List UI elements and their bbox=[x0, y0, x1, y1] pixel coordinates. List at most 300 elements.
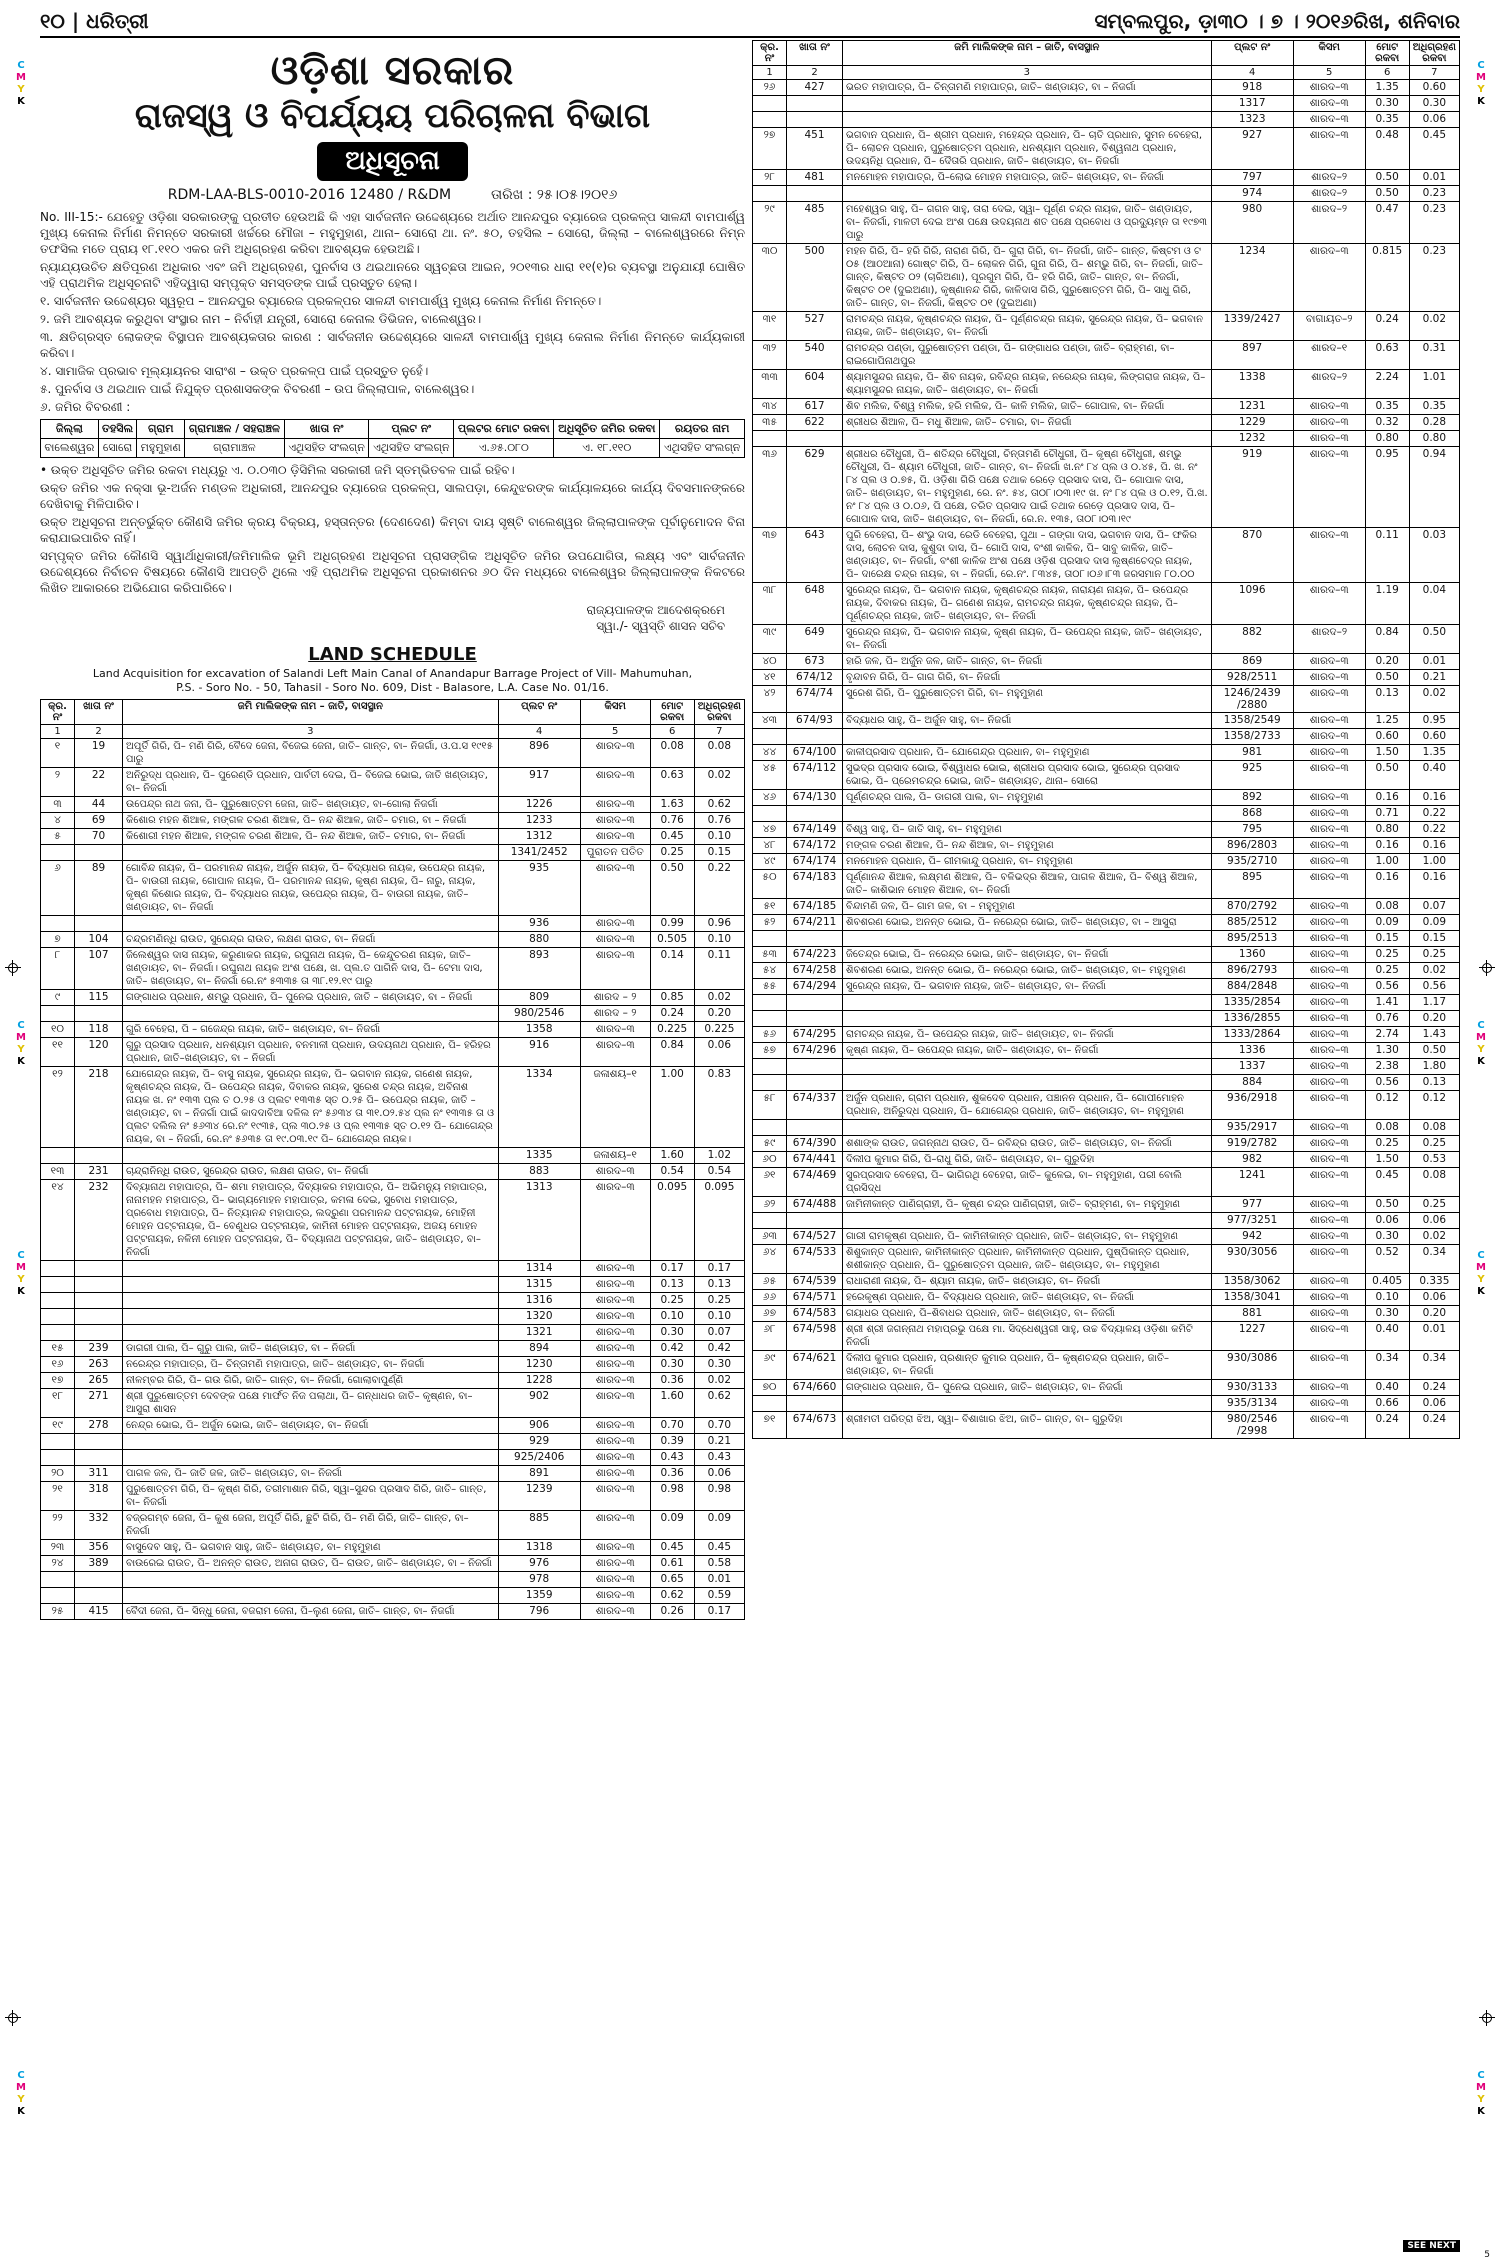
serial-cell: ୨୮ bbox=[753, 170, 787, 186]
khata-cell: 89 bbox=[75, 861, 123, 916]
plot-cell: 1358/3062 bbox=[1211, 1274, 1293, 1290]
total-area-cell: 0.34 bbox=[1365, 1351, 1409, 1380]
serial-cell: ୬୧ bbox=[753, 1168, 787, 1197]
registration-letter: M bbox=[1476, 72, 1486, 83]
kisam-cell: ଶାରଦ–୩ bbox=[1293, 979, 1365, 995]
owner-name-cell: ଶ୍ରୀ ଶ୍ରୀ ଜଗନ୍ନାଥ ମହାପ୍ରଭୁ ପକ୍ଷେ ମା. ସିଦ୍ଧେଶ୍ୱରୀ ସାହୁ, ଉଚ୍ଚ ବିଦ୍ୟାଳୟ ଓଡ଼ିଶା କମିଟି ନିଜର୍ଗା bbox=[843, 1322, 1212, 1351]
khata-cell: 104 bbox=[75, 932, 123, 948]
khata-cell bbox=[787, 1011, 843, 1027]
serial-cell: ୧୬ bbox=[41, 1357, 75, 1373]
total-area-cell: 0.13 bbox=[1365, 686, 1409, 713]
kisam-cell: ଶାରଦ–୩ bbox=[1293, 870, 1365, 899]
schedule-colnum-cell: 1 bbox=[41, 725, 75, 739]
plot-cell: 1234 bbox=[1211, 244, 1293, 312]
khata-cell: 415 bbox=[75, 1604, 123, 1620]
plot-cell: 897 bbox=[1211, 341, 1293, 370]
schedule-colnum-cell: 5 bbox=[580, 725, 650, 739]
plot-cell: 980 bbox=[1211, 202, 1293, 244]
owner-name-cell: ବୈଦୀ ଜେନା, ପି– ସିନ୍ଧୁ ଜେନା, ବଜରାମ ଜେନା, ପି–ଲୁଣ ଜେନା, ଜାତି– ଗାନ୍ତ, ବା– ନିଜର୍ଗା bbox=[123, 1604, 499, 1620]
table-row bbox=[753, 1011, 1460, 1027]
owner-name-cell: ସୁରେଶ ଗିରି, ପି– ପୁରୁଷୋତ୍ତମ ଗିରି, ବା– ମହୁମୁହାଣ bbox=[843, 686, 1212, 713]
owner-name-cell: ଗୟାଧର ପ୍ରଧାନ, ପି–ଶିବାଧର ପ୍ରଧାନ, ଜାତି– ଖଣ୍ଡାୟତ, ବା– ନିଜର୍ଗା bbox=[843, 1306, 1212, 1322]
khata-cell: 648 bbox=[787, 583, 843, 625]
table-row bbox=[41, 948, 745, 990]
khata-cell: 674/571 bbox=[787, 1290, 843, 1306]
plot-cell: 977 bbox=[1211, 1197, 1293, 1213]
khata-cell: 674/12 bbox=[787, 670, 843, 686]
khata-cell bbox=[75, 1261, 123, 1277]
khata-cell: 674/223 bbox=[787, 947, 843, 963]
serial-cell: ୮ bbox=[41, 948, 75, 990]
serial-cell: ୧୯ bbox=[41, 1418, 75, 1434]
total-area-cell: 0.80 bbox=[1365, 431, 1409, 447]
serial-cell bbox=[41, 1572, 75, 1588]
table-row bbox=[753, 1091, 1460, 1120]
notice-paragraph: ୧. ସାର୍ବଜନୀନ ଉଦ୍ଦେଶ୍ୟର ସ୍ୱରୂପ – ଆନନ୍ଦପୁର ବ୍ୟାରେଜ ପ୍ରକଳ୍ପର ସାଳନ୍ଦୀ ବାମପାର୍ଶ୍ୱ ମୁଖ୍ୟ କେନାଲ ନିର୍ମାଣ ନିମନ୍ତେ। bbox=[40, 294, 602, 308]
serial-cell: ୯ bbox=[41, 990, 75, 1006]
khata-cell: 674/100 bbox=[787, 745, 843, 761]
table-row bbox=[41, 1293, 745, 1309]
total-area-cell: 0.56 bbox=[1365, 979, 1409, 995]
registration-letter: Y bbox=[17, 84, 25, 95]
plot-cell: 1231 bbox=[1211, 399, 1293, 415]
serial-cell: ୩୫ bbox=[753, 415, 787, 431]
serial-cell bbox=[41, 1277, 75, 1293]
serial-cell: ୪୭ bbox=[753, 822, 787, 838]
table-row bbox=[753, 1213, 1460, 1229]
plot-cell: 935 bbox=[498, 861, 580, 916]
table-row bbox=[753, 822, 1460, 838]
plot-cell: 1336/2855 bbox=[1211, 1011, 1293, 1027]
total-area-cell: 0.50 bbox=[1365, 1197, 1409, 1213]
acquired-area-cell: 0.56 bbox=[1409, 979, 1459, 995]
owner-name-cell: ଶ୍ରୀଧର ଶିଆଳ, ପି– ମଧୁ ଶିଆଳ, ଜାତି– ଚମାର, ବା– ନିଜର୍ଗା bbox=[843, 415, 1212, 431]
total-area-cell: 0.815 bbox=[1365, 244, 1409, 312]
kisam-cell: ଶାରଦ–୩ bbox=[580, 916, 650, 932]
plot-cell: 1337 bbox=[1211, 1059, 1293, 1075]
khata-cell: 674/112 bbox=[787, 761, 843, 790]
table-row bbox=[41, 1511, 745, 1540]
schedule-colnum-cell: 3 bbox=[123, 725, 499, 739]
acquired-area-cell: 0.10 bbox=[694, 1309, 744, 1325]
table-row bbox=[753, 1043, 1460, 1059]
registration-letter: C bbox=[17, 60, 25, 71]
total-area-cell: 1.50 bbox=[1365, 745, 1409, 761]
khata-cell: 617 bbox=[787, 399, 843, 415]
serial-cell: ୪୦ bbox=[753, 654, 787, 670]
kisam-cell: ଶାରଦ–୩ bbox=[1293, 1136, 1365, 1152]
owner-name-cell: ପୂର୍ଣ୍ଣଚନ୍ଦ୍ର ପାଲ, ପି– ଡାଗରୀ ପାଲ, ବା– ମହୁମୁହାଣ bbox=[843, 790, 1212, 806]
owner-name-cell: ଦିଲୀପ କୁମାର ଗିରି, ପି–ରାଧୁ ଗିରି, ଜାତି– ଖଣ୍ଡାୟତ, ବା– ଗୁରୁଦିହା bbox=[843, 1152, 1212, 1168]
acquired-area-cell: 0.96 bbox=[694, 916, 744, 932]
owner-name-cell: ସୁରେନ୍ଦ୍ର ନାୟକ, ପି– ଭଗବାନ ନାୟକ, ଜାତି– ଖଣ୍ଡାୟତ, ବା– ନିଜର୍ଗା bbox=[843, 979, 1212, 995]
acquired-area-cell: 0.43 bbox=[694, 1450, 744, 1466]
total-area-cell: 0.98 bbox=[650, 1482, 694, 1511]
serial-cell bbox=[41, 1293, 75, 1309]
plot-cell: 1338 bbox=[1211, 370, 1293, 399]
serial-cell: ୩୨ bbox=[753, 341, 787, 370]
owner-name-cell bbox=[843, 186, 1212, 202]
total-area-cell: 0.47 bbox=[1365, 202, 1409, 244]
acquired-area-cell: 1.80 bbox=[1409, 1059, 1459, 1075]
owner-name-cell bbox=[123, 1309, 499, 1325]
khata-cell: 481 bbox=[787, 170, 843, 186]
khata-cell: 674/258 bbox=[787, 963, 843, 979]
total-area-cell: 1.60 bbox=[650, 1389, 694, 1418]
registration-letter: K bbox=[1477, 1056, 1485, 1067]
khata-cell: 674/527 bbox=[787, 1229, 843, 1245]
kisam-cell: ଶାରଦ–୩ bbox=[1293, 96, 1365, 112]
plot-cell: 1341/2452 bbox=[498, 845, 580, 861]
plot-cell: 1096 bbox=[1211, 583, 1293, 625]
serial-cell bbox=[753, 431, 787, 447]
table-row bbox=[753, 1322, 1460, 1351]
serial-cell: ୧୧ bbox=[41, 1038, 75, 1067]
table-row bbox=[753, 1351, 1460, 1380]
registration-letter: M bbox=[1476, 2082, 1486, 2093]
table-row bbox=[41, 1261, 745, 1277]
land-schedule-title: LAND SCHEDULE bbox=[308, 644, 477, 665]
registration-letter: C bbox=[1477, 2070, 1485, 2081]
khata-cell: 332 bbox=[75, 1511, 123, 1540]
acquired-area-cell: 0.80 bbox=[1409, 431, 1459, 447]
acquired-area-cell: 0.98 bbox=[694, 1482, 744, 1511]
total-area-cell: 0.76 bbox=[1365, 1011, 1409, 1027]
serial-cell bbox=[41, 1261, 75, 1277]
khata-cell: 674/673 bbox=[787, 1412, 843, 1439]
kisam-cell: ଶାରଦ – ୨ bbox=[580, 1006, 650, 1022]
plot-cell: 894 bbox=[498, 1341, 580, 1357]
registration-letter: C bbox=[1477, 1250, 1485, 1261]
table-row bbox=[753, 1412, 1460, 1439]
khata-cell: 451 bbox=[787, 128, 843, 170]
plot-cell: 1312 bbox=[498, 829, 580, 845]
total-area-cell: 1.00 bbox=[1365, 854, 1409, 870]
owner-name-cell: ଭରତ ମହାପାତ୍ର, ପି– ଚିନ୍ତାମଣି ମହାପାତ୍ର, ଜାତି– ଖଣ୍ଡାୟତ, ବା – ନିଜର୍ଗା bbox=[843, 80, 1212, 96]
serial-cell: ୫୫ bbox=[753, 979, 787, 995]
acquired-area-cell: 0.42 bbox=[694, 1341, 744, 1357]
owner-name-cell bbox=[843, 1075, 1212, 1091]
table-row bbox=[753, 528, 1460, 583]
land-details-header: ଗ୍ରାମ bbox=[137, 420, 185, 439]
serial-cell bbox=[41, 1588, 75, 1604]
table-row bbox=[753, 80, 1460, 96]
table-row bbox=[41, 797, 745, 813]
signature-order-line: ରାଜ୍ୟପାଳଙ୍କ ଆଦେଶକ୍ରମେ bbox=[586, 603, 725, 617]
acquired-area-cell: 0.01 bbox=[1409, 654, 1459, 670]
owner-name-cell: ସୁଭଦ୍ର ପ୍ରସାଦ ଭୋଇ, ବିଶ୍ୱାଧର ଭୋଇ, ଶ୍ରୀଧର ପ୍ରସାଦ ଭୋଇ, ସୁରେନ୍ଦ୍ର ପ୍ରସାଦ ଭୋଇ, ପି– ପ୍ରେମଚନ୍ଦ୍ର ଭୋଇ, ଜାତି– ଖଣ୍ଡାୟତ, ଥାନା– ସୋରୋ bbox=[843, 761, 1212, 790]
khata-cell bbox=[75, 1325, 123, 1341]
table-row bbox=[753, 931, 1460, 947]
table-row bbox=[41, 1588, 745, 1604]
acquired-area-cell: 0.16 bbox=[1409, 838, 1459, 854]
table-row bbox=[41, 1482, 745, 1511]
owner-name-cell bbox=[123, 1006, 499, 1022]
acquired-area-cell: 0.08 bbox=[1409, 1120, 1459, 1136]
acquired-area-cell: 0.15 bbox=[1409, 931, 1459, 947]
total-area-cell: 0.12 bbox=[1365, 1091, 1409, 1120]
serial-cell: ୨୯ bbox=[753, 202, 787, 244]
serial-cell: ୧୪ bbox=[41, 1180, 75, 1261]
owner-name-cell: ପାଗଳ ଜଳ, ପି– ଜାତି ଜଳ, ଜାତି– ଖଣ୍ଡାୟତ, ବା– ନିଜର୍ଗା bbox=[123, 1466, 499, 1482]
khata-cell: 629 bbox=[787, 447, 843, 528]
registration-letter: Y bbox=[17, 1044, 25, 1055]
total-area-cell: 0.61 bbox=[650, 1556, 694, 1572]
khata-cell: 674/174 bbox=[787, 854, 843, 870]
acquired-area-cell: 0.35 bbox=[1409, 399, 1459, 415]
plot-cell: 976 bbox=[498, 1556, 580, 1572]
table-row bbox=[753, 899, 1460, 915]
total-area-cell: 0.225 bbox=[650, 1022, 694, 1038]
khata-cell: 278 bbox=[75, 1418, 123, 1434]
owner-name-cell bbox=[843, 1396, 1212, 1412]
notice-paragraph: • ଉକ୍ତ ଅଧିସୂଚିତ ଜମିର ରକବା ମଧ୍ୟରୁ ଏ. ୦.୦୩୦ ଡ଼ିସିମିଲ ସରକାରୀ ଜମି ସ୍ତମ୍ଭିତବଳ ପାଇଁ ରହିବ। bbox=[40, 463, 515, 477]
acquired-area-cell: 0.50 bbox=[1409, 625, 1459, 654]
owner-name-cell: ଶ୍ରୀମତୀ ପରିତ୍ରା ଝିଅ, ସ୍ୱା– ବିଶାଖାର ଝିଅ, ଜାତି– ଗାନ୍ତ, ବା– ଗୁରୁଦିହା bbox=[843, 1412, 1212, 1439]
owner-name-cell bbox=[123, 1293, 499, 1309]
owner-name-cell bbox=[123, 1572, 499, 1588]
total-area-cell: 0.60 bbox=[1365, 729, 1409, 745]
table-row bbox=[753, 1120, 1460, 1136]
plot-cell: 1316 bbox=[498, 1293, 580, 1309]
kisam-cell: ବାଗାୟତ–୨ bbox=[1293, 312, 1365, 341]
registration-letter: M bbox=[16, 2082, 26, 2093]
acquired-area-cell: 0.94 bbox=[1409, 447, 1459, 528]
owner-name-cell: ବିନ୍ଦାମଣି ଜଳ, ପି– ଗାମ ଜଳ, ବା – ମହୁମୁହାଣ bbox=[843, 899, 1212, 915]
khata-cell bbox=[787, 1059, 843, 1075]
plot-cell: 896 bbox=[498, 739, 580, 768]
acquired-area-cell: 0.45 bbox=[1409, 128, 1459, 170]
plot-cell: 1229 bbox=[1211, 415, 1293, 431]
khata-cell: 485 bbox=[787, 202, 843, 244]
serial-cell: ୨୧ bbox=[41, 1482, 75, 1511]
owner-name-cell: ଶିବଶରଣ ଭୋଇ, ଅନନ୍ତ ଭୋଇ, ପି– ନରେନ୍ଦ୍ର ଭୋଇ, ଜାତି– ଖଣ୍ଡାୟତ, ବା– ମହୁମୁହାଣ bbox=[843, 963, 1212, 979]
kisam-cell: ଶାରଦ–୩ bbox=[1293, 431, 1365, 447]
owner-name-cell: ସୁରପ୍ରସାଦ ବେହେରା, ପି– ଭାଗିରଥି ବେହେରା, ଜାତି– କୁଳେଇ, ବା– ମହୁମୁହାଣ, ପରୀ ବୋଲି ପ୍ରସିଦ୍ଧ bbox=[843, 1168, 1212, 1197]
acquired-area-cell: 0.83 bbox=[694, 1067, 744, 1148]
owner-name-cell: ଗଙ୍ଗାଧର ପ୍ରଧାନ, ଶମ୍ଭୁ ପ୍ରଧାନ, ପି– ପୁନେଇ ପ୍ରଧାନ, ଜାତି – ଖଣ୍ଡାୟତ, ବା – ନିଜର୍ଗା bbox=[123, 990, 499, 1006]
plot-cell: 895/2513 bbox=[1211, 931, 1293, 947]
acquired-area-cell: 0.02 bbox=[1409, 1229, 1459, 1245]
total-area-cell: 0.40 bbox=[1365, 1380, 1409, 1396]
plot-cell: 936/2918 bbox=[1211, 1091, 1293, 1120]
registration-letter: Y bbox=[1477, 1274, 1485, 1285]
table-row bbox=[41, 1466, 745, 1482]
plot-cell: 906 bbox=[498, 1418, 580, 1434]
schedule-header-row bbox=[753, 41, 1460, 66]
reference-line bbox=[40, 187, 745, 203]
registration-mark bbox=[10, 2070, 32, 2118]
serial-cell: ୫୭ bbox=[753, 1043, 787, 1059]
table-row bbox=[753, 979, 1460, 995]
khata-cell: 527 bbox=[787, 312, 843, 341]
kisam-cell: ଶାରଦ–୩ bbox=[1293, 838, 1365, 854]
crosshair-circle bbox=[1482, 963, 1492, 973]
schedule-colnum-cell: 4 bbox=[1211, 66, 1293, 80]
total-area-cell: 0.36 bbox=[650, 1373, 694, 1389]
table-row bbox=[41, 1006, 745, 1022]
plot-cell: 1233 bbox=[498, 813, 580, 829]
total-area-cell: 0.45 bbox=[650, 1540, 694, 1556]
khata-cell bbox=[787, 1396, 843, 1412]
acquired-area-cell: 0.04 bbox=[1409, 583, 1459, 625]
registration-letter: C bbox=[17, 2070, 25, 2081]
acquired-area-cell: 0.09 bbox=[1409, 915, 1459, 931]
total-area-cell: 0.48 bbox=[1365, 128, 1409, 170]
owner-name-cell: ଗୁରି ବେହେରା, ପି – ଗଜେନ୍ଦ୍ର ନାୟକ, ଜାତି– ଖଣ୍ଡାୟତ, ବା– ନିଜର୍ଗା bbox=[123, 1022, 499, 1038]
serial-cell: ୫୨ bbox=[753, 915, 787, 931]
land-schedule-subtitle-line2: P.S. - Soro No. - 50, Tahasil - Soro No. 609, Dist - Balasore, L.A. Case No. 01/16. bbox=[176, 681, 609, 694]
kisam-cell: ଶାରଦ–୩ bbox=[1293, 1213, 1365, 1229]
total-area-cell: 1.19 bbox=[1365, 583, 1409, 625]
serial-cell bbox=[753, 112, 787, 128]
khata-cell: 622 bbox=[787, 415, 843, 431]
plot-cell: 935/2917 bbox=[1211, 1120, 1293, 1136]
owner-name-cell bbox=[843, 112, 1212, 128]
owner-name-cell bbox=[843, 431, 1212, 447]
serial-cell: ୨୩ bbox=[41, 1540, 75, 1556]
plot-cell: 935/2710 bbox=[1211, 854, 1293, 870]
kisam-cell: ଶାରଦ–୩ bbox=[1293, 1380, 1365, 1396]
total-area-cell: 0.30 bbox=[650, 1325, 694, 1341]
see-next-label: SEE NEXT bbox=[1403, 2240, 1460, 2252]
land-details-cell: ଏଥିସହିତ ସଂଲଗ୍ନ bbox=[660, 439, 745, 458]
total-area-cell: 0.35 bbox=[1365, 399, 1409, 415]
land-details-cell: ଏ.୬୫.୦୮୦ bbox=[454, 439, 554, 458]
total-area-cell: 0.14 bbox=[650, 948, 694, 990]
kisam-cell: ଶାରଦ–୩ bbox=[1293, 1274, 1365, 1290]
registration-letter: Y bbox=[1477, 2094, 1485, 2105]
owner-name-cell bbox=[123, 1325, 499, 1341]
header-right: ସମ୍ବଲପୁର, ଡ଼ା୩୦ । ୭ । ୨୦୧୬ରିଖ, ଶନିବାର bbox=[1094, 9, 1460, 33]
acquired-area-cell: 0.20 bbox=[1409, 1306, 1459, 1322]
plot-cell: 929 bbox=[498, 1434, 580, 1450]
total-area-cell: 0.095 bbox=[650, 1180, 694, 1261]
owner-name-cell: ରାଧାରାଣୀ ନାୟକ, ପି– ଶ୍ୟାମ ନାୟକ, ଜାତି– ଖଣ୍ଡାୟତ, ବା– ନିଜର୍ଗା bbox=[843, 1274, 1212, 1290]
khata-cell: 271 bbox=[75, 1389, 123, 1418]
plot-cell: 1321 bbox=[498, 1325, 580, 1341]
table-row bbox=[41, 1373, 745, 1389]
kisam-cell: ଜଳାଶୟ–୧ bbox=[580, 1067, 650, 1148]
plot-cell: 1358/2733 bbox=[1211, 729, 1293, 745]
kisam-cell: ଶାରଦ–୩ bbox=[580, 1450, 650, 1466]
total-area-cell: 0.08 bbox=[650, 739, 694, 768]
kisam-cell: ଶାରଦ–୩ bbox=[1293, 80, 1365, 96]
crosshair-mark bbox=[5, 2010, 21, 2026]
acquired-area-cell: 0.20 bbox=[1409, 1011, 1459, 1027]
owner-name-cell: ଜାମିନୀକାନ୍ତ ପାଣିଗ୍ରାହୀ, ପି– କୃଷ୍ଣ ଚନ୍ଦ୍ର ପାଣିଗ୍ରାହୀ, ଜାତି– ବ୍ରାହ୍ମଣ, ବା– ମହୁମୁହାଣ bbox=[843, 1197, 1212, 1213]
total-area-cell: 0.45 bbox=[1365, 1168, 1409, 1197]
registration-letter: C bbox=[1477, 60, 1485, 71]
owner-name-cell: ଉପେନ୍ଦ୍ର ନାଥ ଜନା, ପି– ପୁରୁଷୋତ୍ତମ ଜେନା, ଜାତି– ଖଣ୍ଡାୟତ, ବା–ଗୋଲା ନିଜର୍ଗା bbox=[123, 797, 499, 813]
kisam-cell: ଶାରଦ–୩ bbox=[1293, 915, 1365, 931]
total-area-cell: 0.56 bbox=[1365, 1075, 1409, 1091]
owner-name-cell bbox=[123, 1261, 499, 1277]
plot-cell: 1336 bbox=[1211, 1043, 1293, 1059]
plot-cell: 980/2546 bbox=[498, 1006, 580, 1022]
khata-cell: 239 bbox=[75, 1341, 123, 1357]
table-row bbox=[753, 995, 1460, 1011]
plot-cell: 1239 bbox=[498, 1482, 580, 1511]
registration-letter: M bbox=[1476, 1262, 1486, 1273]
registration-letter: C bbox=[17, 1020, 25, 1031]
table-row bbox=[753, 1075, 1460, 1091]
acquired-area-cell: 0.17 bbox=[694, 1261, 744, 1277]
kisam-cell: ଜଳାଶୟ–୧ bbox=[580, 1148, 650, 1164]
owner-name-cell: ସୁରେନ୍ଦ୍ର ନାୟକ, ପି– ଭଗବାନ ନାୟକ, କୃଷ୍ଣଚନ୍ଦ୍ର ନାୟକ, ନାରାୟଣ ନାୟକ, ପି– ଉପେନ୍ଦ୍ର ନାୟକ, ଦିବାକର ନାୟକ, ପି– ଗଣେଶ ନାୟକ, ରାମଚନ୍ଦ୍ର ନାୟକ, କୃଷ୍ଣଚନ୍ଦ୍ର ନାୟକ, ପି– ପୂର୍ଣ୍ଣଚନ୍ଦ୍ର ନାୟକ, ଜାତି– ଖଣ୍ଡାୟତ, ବା– ନିଜର୍ଗା bbox=[843, 583, 1212, 625]
serial-cell: ୬ bbox=[41, 861, 75, 916]
schedule-colnum-row bbox=[753, 66, 1460, 80]
serial-cell bbox=[753, 729, 787, 745]
registration-letter: Y bbox=[1477, 1044, 1485, 1055]
khata-cell: 674/441 bbox=[787, 1152, 843, 1168]
serial-cell: ୫ bbox=[41, 829, 75, 845]
land-details-cell: ଏ. ୧୮.୧୧୦ bbox=[554, 439, 660, 458]
table-row bbox=[753, 312, 1460, 341]
registration-letter: K bbox=[17, 1286, 25, 1297]
serial-cell bbox=[41, 1450, 75, 1466]
total-area-cell: 0.16 bbox=[1365, 838, 1409, 854]
schedule-header-cell: ପ୍ଲଟ ନଂ bbox=[498, 700, 580, 725]
serial-cell bbox=[41, 1434, 75, 1450]
notice-body bbox=[40, 209, 745, 415]
kisam-cell: ଶାରଦ–୩ bbox=[1293, 1322, 1365, 1351]
owner-name-cell: ଶ୍ରୀ ପୁରୁଷୋତ୍ତମ ଦେବଙ୍କ ପକ୍ଷେ ମାର୍ଫତ ନିଜ ପଲାଥା, ପି– ଗନ୍ଧାଧର ଜାତି– କୃଷ୍ଣନ, ବା– ଆସୁରା ଶାସନ bbox=[123, 1389, 499, 1418]
owner-name-cell: ଶ୍ରୀଧର ଚୌଧୁରୀ, ପି– ଶତିନ୍ଦ୍ର ଚୌଧୁରୀ, ଚିନ୍ତାମଣି ଚୌଧୁରୀ, ପି– କୃଷ୍ଣ ଚୌଧୁରୀ, ଶମ୍ଭୁ ଚୌଧୁରୀ, ପି– ଶ୍ୟାମ ଚୌଧୁରୀ, ଜାତି– ଗାନ୍ତ, ବା– ନିଜର୍ଗା ଖ.ନଂ ୮୪ ପ୍ଲ ଓ ୦.୪୫, ପି. ଖ. ନଂ ୮୪ ପ୍ଲ ଓ ୦.୭୫, ପି. ଓଡ଼ିଶା ଗିରି ପକ୍ଷେ ତଥାକ ରେଡ଼େ ପ୍ରସାଦ ଦାସ, ପି– ଗୋପାଳ ଦାସ, ଜାତି– ଖଣ୍ଡାୟତ, ବା– ମହୁମୁହାଣ, ରେ. ନଂ. ୫୪, ତା୦୮।୦୩।୧୯ ଖ. ନଂ ୮୪ ପ୍ଲ ଓ ୦.୧୨, ପି.ଖ. ନଂ ୮୪ ପ୍ଲ ଓ ୦.୦୬, ପି ପକ୍ଷେ, ତରିତ ପ୍ରସାଦ ପାଇଁ ତଥାକ ରେଡ଼େ ପ୍ରସାଦ ଦାସ, ପି– ଗୋପାଳ ଦାସ, ଜାତି– ଖଣ୍ଡାୟତ, ବା– ନିଜର୍ଗା, ରେ.ନ. ୧୩୫, ତା୦୮।୦୩।୧୯ bbox=[843, 447, 1212, 528]
table-row bbox=[41, 1450, 745, 1466]
owner-name-cell bbox=[123, 1450, 499, 1466]
serial-cell: ୫୧ bbox=[753, 899, 787, 915]
total-area-cell: 0.50 bbox=[1365, 170, 1409, 186]
table-row bbox=[753, 1197, 1460, 1213]
acquired-area-cell: 0.54 bbox=[694, 1164, 744, 1180]
kisam-cell: ଶାରଦ–୩ bbox=[580, 1309, 650, 1325]
schedule-header-cell: ପ୍ଲଟ ନଂ bbox=[1211, 41, 1293, 66]
table-row bbox=[753, 1168, 1460, 1197]
acquired-area-cell: 0.70 bbox=[694, 1418, 744, 1434]
total-area-cell: 0.30 bbox=[1365, 1229, 1409, 1245]
khata-cell: 673 bbox=[787, 654, 843, 670]
serial-cell: ୪୯ bbox=[753, 854, 787, 870]
plot-cell: 1358/3041 bbox=[1211, 1290, 1293, 1306]
serial-cell bbox=[753, 1396, 787, 1412]
serial-cell: ୧୮ bbox=[41, 1389, 75, 1418]
notice-title-line2: ରାଜସ୍ୱ ଓ ବିପର୍ଯ୍ୟୟ ପରିଚାଳନା ବିଭାଗ bbox=[134, 96, 651, 136]
total-area-cell: 0.95 bbox=[1365, 447, 1409, 528]
table-row bbox=[41, 768, 745, 797]
table-row bbox=[41, 1038, 745, 1067]
serial-cell: ୬୯ bbox=[753, 1351, 787, 1380]
serial-cell: ୪୬ bbox=[753, 790, 787, 806]
table-row bbox=[41, 845, 745, 861]
owner-name-cell: ମହନ ଗିରି, ପି– ହରି ଗିରି, ନାରାଣ ଗିରି, ପି– ଗୁରା ଗିରି, ବା– ନିଜର୍ଗା, ଜାତି– ଗାନ୍ତ, କିଷ୍ଟମ ଓ ଟ ୦୫ (ଆଠଆନା) ଗୋଷ୍ଟ ଗିରି, ପି– ଲୋକନ ଗିରି, ଗୁନା ଗିରି, ପି– ଶମ୍ଭୁ ଗିରି, ବା– ନିଜର୍ଗା, ଜାତି– ଗାନ୍ତ, କିଷ୍ଟତ ୦୨ (ଚାରିଅଣା), ପୂରଗୁମ ଗିରି, ପି– ହରି ଗିରି, ଜାତି– ଗାନ୍ତ, ବା– ନିଜର୍ଗା, କିଷ୍ଟତ ୦୧ (ଦୁଇଅଣା), କୃଷ୍ଣାନନ୍ଦ ଗିରି, କାଳିଦାସ ଗିରି, ପୁରୁଷୋତ୍ତମ ଗିରି, ପି– ସାଧୁ ଗିରି, ଜାତି– ଗାନ୍ତ, ବା– ନିଜର୍ଗା, କିଷ୍ଟତ ୦୧ (ଦୁଇଅଣା) bbox=[843, 244, 1212, 312]
land-details-cell: ଗ୍ରାମାଞ୍ଚଳ bbox=[185, 439, 285, 458]
serial-cell bbox=[753, 931, 787, 947]
acquired-area-cell: 0.09 bbox=[694, 1511, 744, 1540]
khata-cell: 265 bbox=[75, 1373, 123, 1389]
total-area-cell: 0.25 bbox=[1365, 947, 1409, 963]
serial-cell: ୫୯ bbox=[753, 1136, 787, 1152]
kisam-cell: ଶାରଦ–୨ bbox=[1293, 170, 1365, 186]
khata-cell: 311 bbox=[75, 1466, 123, 1482]
plot-cell: 1358/2549 bbox=[1211, 713, 1293, 729]
acquired-area-cell: 0.60 bbox=[1409, 80, 1459, 96]
table-row bbox=[41, 1341, 745, 1357]
plot-cell: 916 bbox=[498, 1038, 580, 1067]
table-row bbox=[753, 838, 1460, 854]
kisam-cell: ଶାରଦ–୩ bbox=[580, 797, 650, 813]
kisam-cell: ଶାରଦ–୩ bbox=[580, 768, 650, 797]
